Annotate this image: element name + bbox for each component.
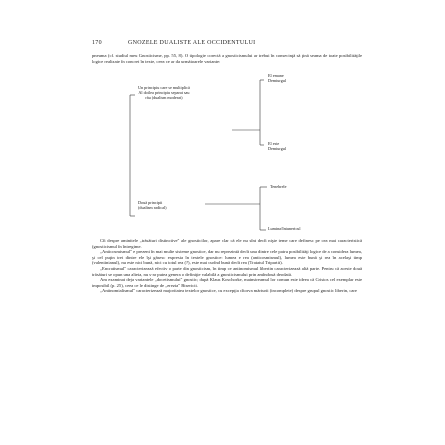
page-number: 170 — [92, 40, 102, 46]
leaf-label-2: El este Demiurgul — [268, 141, 287, 151]
body-paragraph-4: Am examinat deja variantele „docetismului" gnostic; după Klaus Koschorke, mainstreamul lor comun este ideea că Cristos cel exemplar este imposibil (p. 25), ceea ce le distinge de „erezia" Bisericii. — [92, 277, 362, 288]
body-paragraph-2: „Anticosmismul" e prezent în mai multe sisteme gnostice, dar nu reprezintă decît una dintre cele patru posibilităţi logice de a considera lumea, şi cel puţin trei dintre ele îşi găsesc expresia în textele gnostice: lumea e rea (anticosmismul), lumea este bună şi rea în acelaşi timp (valentinianul), nu este nici bună, nici cu totul rea (?), este mai curînd bună decît rea (Tratatul Tripartit). — [92, 249, 362, 266]
running-title: GNOZELE DUALISTE ALE OCCIDENTULUI — [128, 40, 256, 46]
bottom-branch-label: Două principii (dualism radical) — [138, 200, 167, 210]
top-branch-label: Un principiu care se multiplică Al doilea principiu separat sau rău (dualism moderat) — [138, 85, 190, 100]
body-paragraph-3: „Encratismul" caracterizează efectiv o parte din gnosticism, în timp ce antinomismul libertin caracterizează altă parte. Pentru că aceste două trăsături se opun una alteia, nu s-ar putea genera o definiţie valabilă a gnosticismului prin amîndouă deodată. — [92, 265, 362, 277]
body-paragraph-1: Cît despre aminitele „trăsături distinctive" ale gnosticilor, apare clar că ele nu sînt decît nişte teme care definesc pe cea mai caracteristică (gnosticismul în întregime. — [92, 238, 362, 249]
leaf-label-1: El emane Demiurgul — [268, 73, 287, 83]
leaf-label-4: Lumina/Intunericul — [268, 226, 301, 231]
body-paragraph-5: „Antinomialismul" caracterizează majoritatea textelor gnostice, cu excepţia cîtorva mărturii (incomplete) despre grupul gnostic liberin, care — [100, 288, 357, 294]
leaf-label-3: Tenebrele — [270, 184, 287, 189]
body-text — [92, 238, 362, 294]
intro-paragraph: pneuma (cf. studiul meu Gnosticisme, pp. 55, 8). O tipologie corectă a gnosticismului ar trebui în consecinţă să ţină seama de toate posibilităţile logice realizate în concret în texte, ceea ce ar da următoarele variante: — [92, 53, 362, 64]
